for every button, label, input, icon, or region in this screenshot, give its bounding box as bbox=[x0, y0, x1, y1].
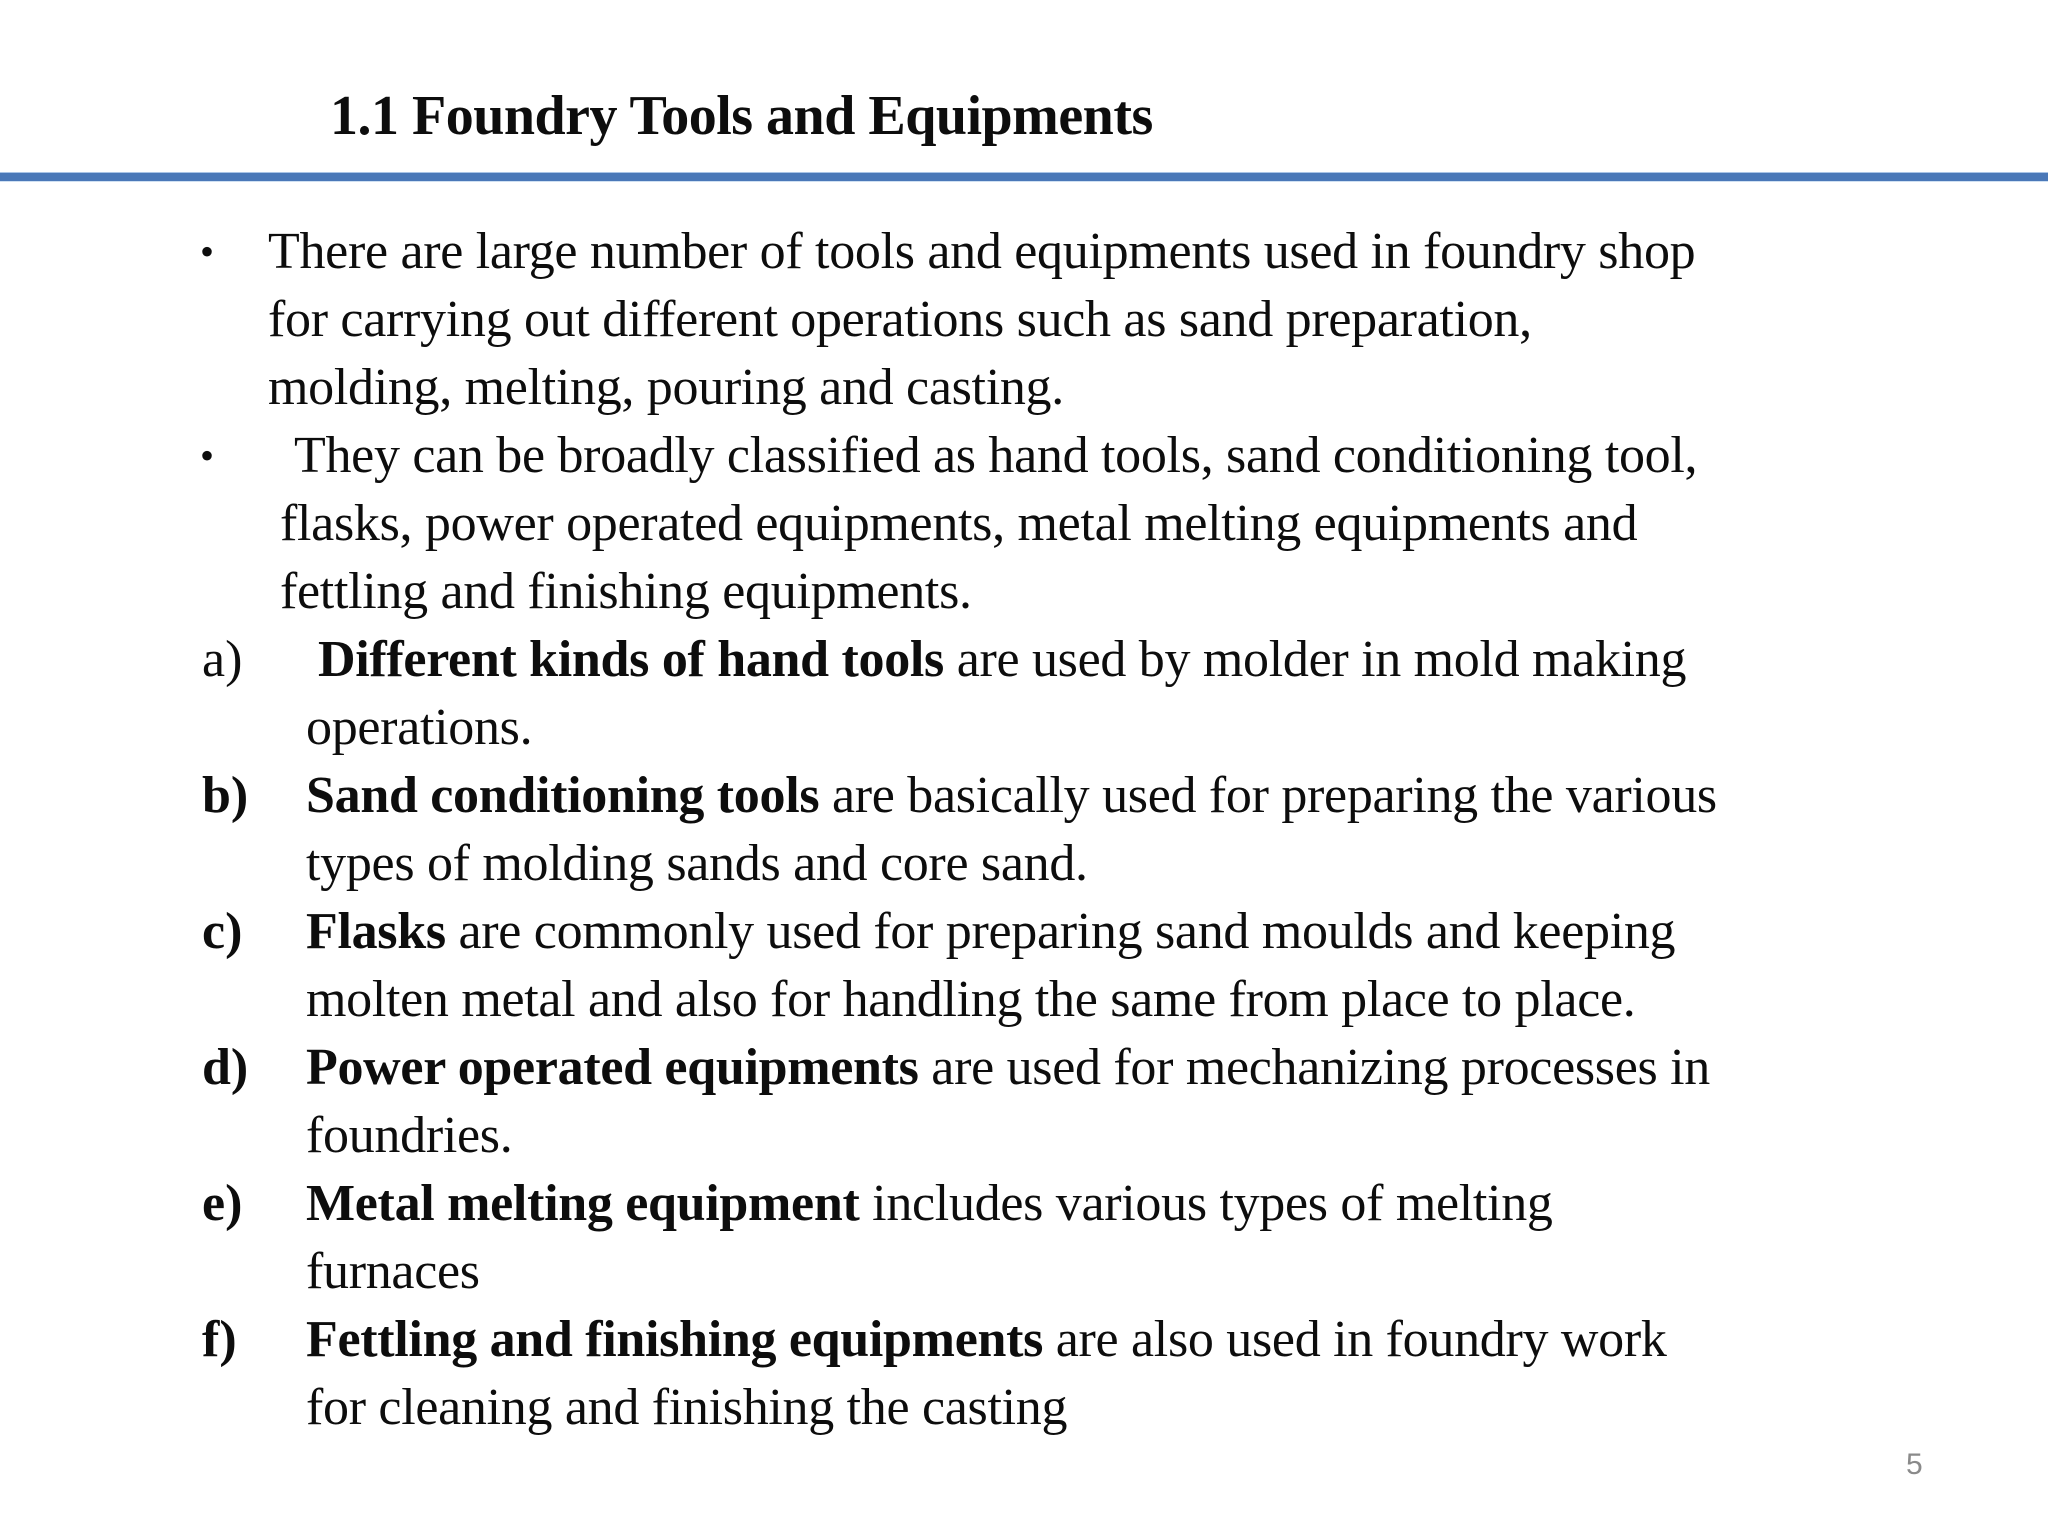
list-item-continuation: for cleaning and finishing the casting bbox=[306, 1379, 1068, 1436]
bullet-text-line: They can be broadly classified as hand tools, sand conditioning tool, bbox=[294, 427, 1698, 484]
title-divider bbox=[0, 172, 2048, 182]
bullet-text-line: fettling and finishing equipments. bbox=[280, 563, 972, 620]
bullet-icon: • bbox=[200, 433, 215, 478]
list-marker: a) bbox=[202, 631, 243, 688]
list-item-line bbox=[306, 1034, 1710, 1102]
bullet-icon: • bbox=[200, 229, 215, 274]
list-item-description: includes various types of melting bbox=[859, 1175, 1553, 1232]
list-marker: d) bbox=[202, 1039, 249, 1096]
list-item-line bbox=[306, 898, 1675, 966]
bullet-text-line: for carrying out different operations such as sand preparation, bbox=[268, 291, 1532, 348]
list-item-line bbox=[318, 626, 1686, 694]
list-item-term: Flasks bbox=[306, 903, 446, 960]
list-marker: c) bbox=[202, 903, 243, 960]
bullet-text-line: molding, melting, pouring and casting. bbox=[268, 359, 1064, 416]
list-marker: e) bbox=[202, 1175, 243, 1232]
page-number: 5 bbox=[1906, 1448, 1923, 1481]
list-marker: f) bbox=[202, 1311, 237, 1368]
list-item-description: are commonly used for preparing sand moulds and keeping bbox=[445, 903, 1676, 960]
list-item-line bbox=[306, 1306, 1667, 1374]
list-item-line bbox=[306, 762, 1717, 830]
list-item-continuation: types of molding sands and core sand. bbox=[306, 835, 1088, 892]
list-item-description: are also used in foundry work bbox=[1043, 1311, 1667, 1368]
list-item-term: Sand conditioning tools bbox=[306, 767, 820, 824]
bullet-text-line: flasks, power operated equipments, metal melting equipments and bbox=[280, 495, 1638, 552]
list-item-description: are used for mechanizing processes in bbox=[918, 1039, 1710, 1096]
list-item-term: Different kinds of hand tools bbox=[318, 631, 944, 688]
list-item-line bbox=[306, 1170, 1553, 1238]
list-marker: b) bbox=[202, 767, 249, 824]
slide-title: 1.1 Foundry Tools and Equipments bbox=[330, 85, 1153, 147]
bullet-text-line: There are large number of tools and equipments used in foundry shop bbox=[268, 223, 1696, 280]
list-item-continuation: furnaces bbox=[306, 1243, 480, 1300]
list-item-continuation: foundries. bbox=[306, 1107, 513, 1164]
list-item-term: Fettling and finishing equipments bbox=[306, 1311, 1044, 1368]
list-item-continuation: molten metal and also for handling the same from place to place. bbox=[306, 971, 1636, 1028]
list-item-description: are used by molder in mold making bbox=[944, 631, 1687, 688]
list-item-description: are basically used for preparing the various bbox=[819, 767, 1717, 824]
list-item-term: Power operated equipments bbox=[306, 1039, 919, 1096]
list-item-continuation: operations. bbox=[306, 699, 533, 756]
list-item-term: Metal melting equipment bbox=[306, 1175, 860, 1232]
